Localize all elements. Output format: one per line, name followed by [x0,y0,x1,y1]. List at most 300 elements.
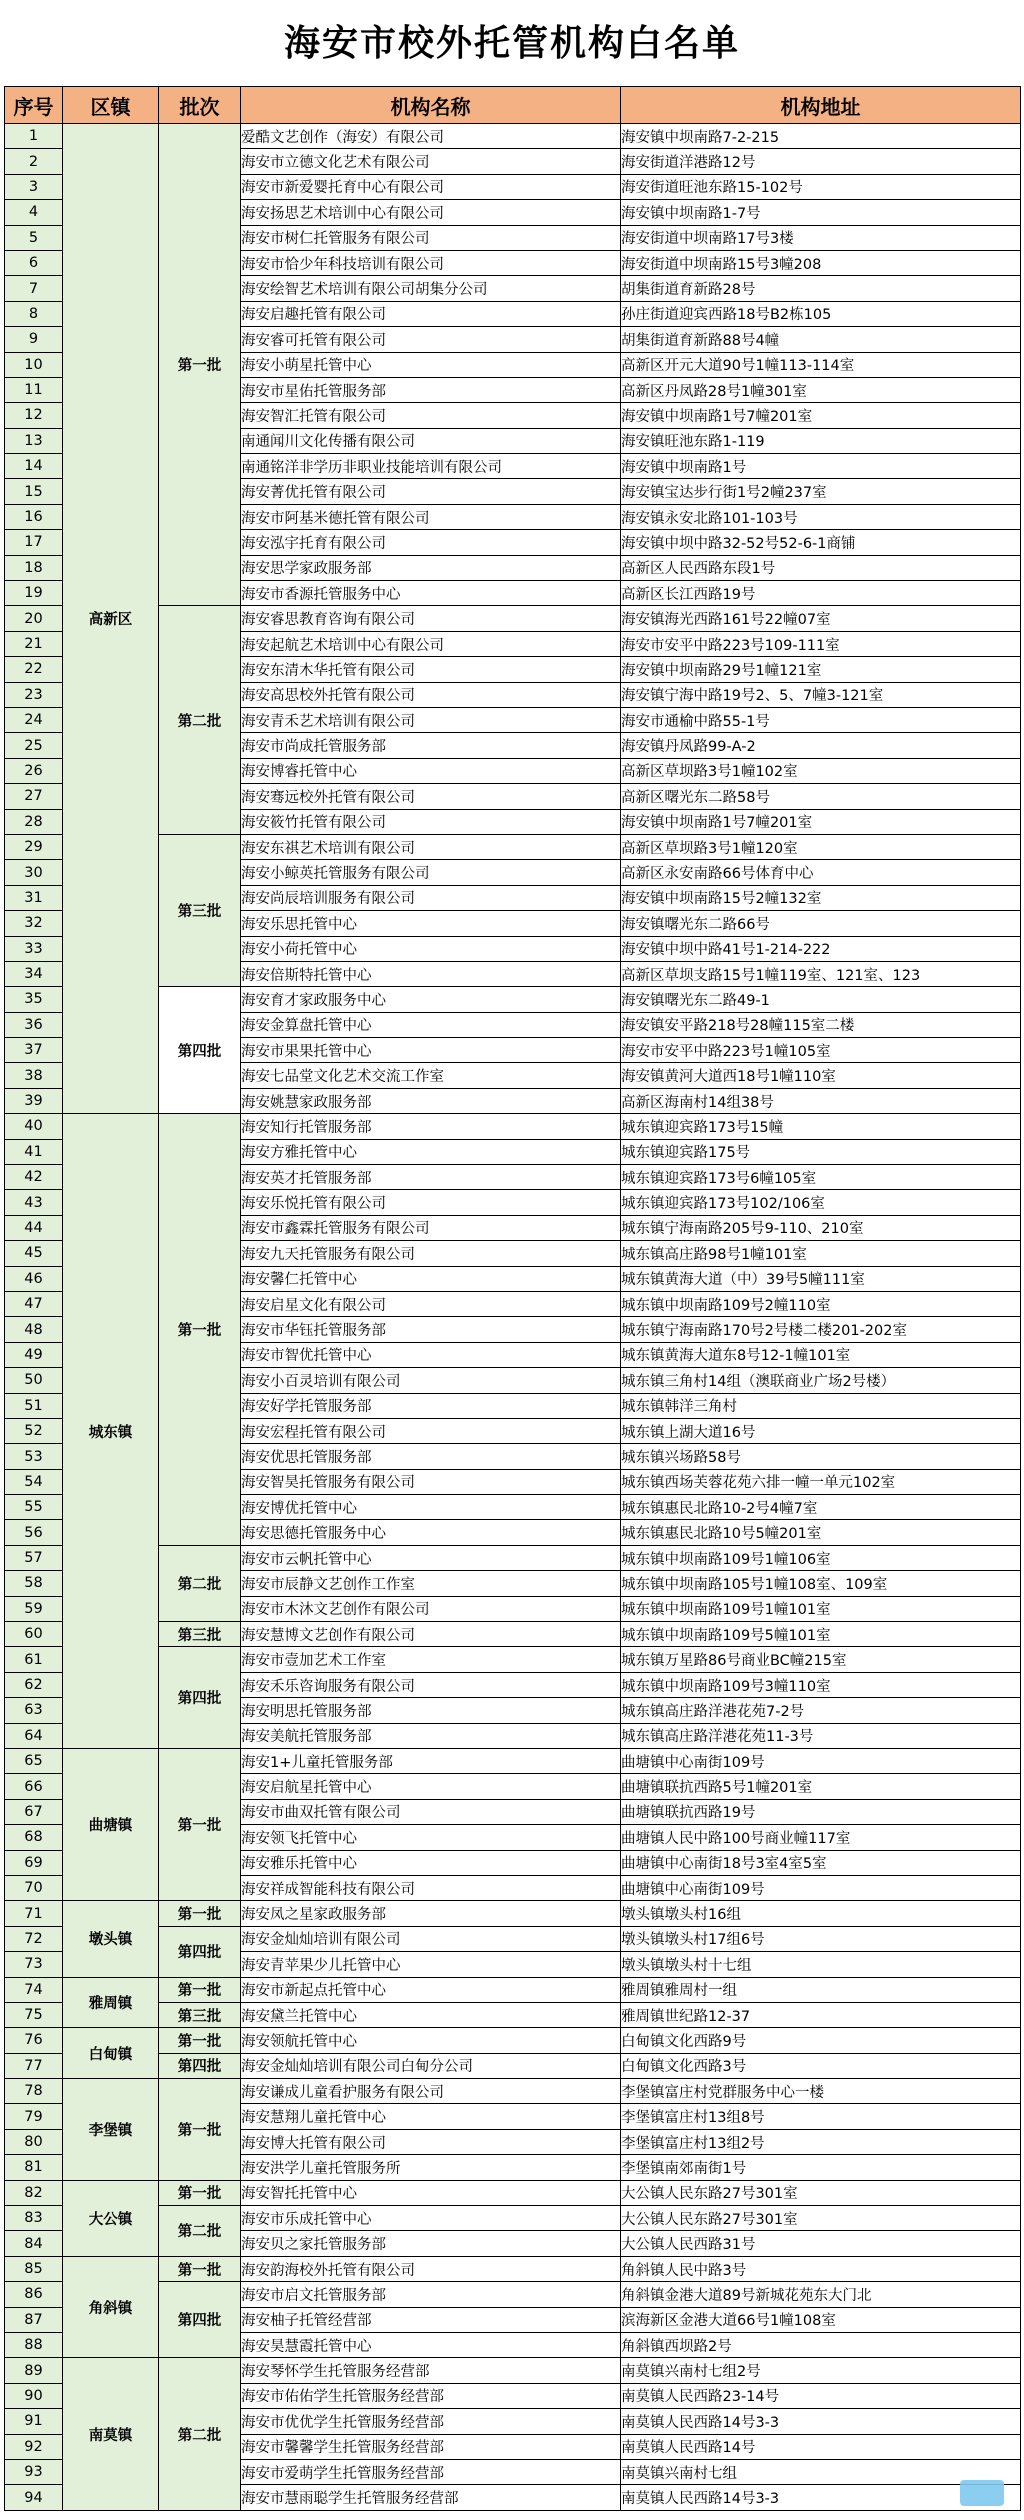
org-address: 大公镇人民东路27号301室 [621,2180,1021,2205]
org-name: 海安泓宇托育有限公司 [241,530,621,555]
row-number: 94 [5,2485,63,2510]
row-number: 60 [5,1622,63,1647]
org-address: 高新区人民西路东段1号 [621,555,1021,580]
row-number: 1 [5,124,63,149]
page-title: 海安市校外托管机构白名单 [283,22,740,64]
org-name: 海安昊慧霞托管中心 [241,2332,621,2357]
row-number: 81 [5,2155,63,2180]
org-address: 墩头镇墩头村17组6号 [621,1926,1021,1951]
row-number: 7 [5,276,63,301]
org-name: 海安市香源托管服务中心 [241,581,621,606]
org-name: 海安市立德文化艺术有限公司 [241,149,621,174]
row-number: 19 [5,581,63,606]
org-address: 海安镇中坝南路1号 [621,454,1021,479]
org-address: 城东镇中坝南路109号3幢110室 [621,1672,1021,1697]
org-address: 曲塘镇人民中路100号商业幢117室 [621,1825,1021,1850]
org-address: 海安镇曙光东二路66号 [621,911,1021,936]
org-address: 高新区海南村14组38号 [621,1088,1021,1113]
row-number: 68 [5,1825,63,1850]
row-number: 83 [5,2206,63,2231]
org-address: 海安街道中坝南路15号3幢208 [621,250,1021,275]
row-number: 51 [5,1393,63,1418]
row-number: 16 [5,504,63,529]
table-row [5,1114,1021,1139]
row-number: 33 [5,936,63,961]
org-address: 高新区曙光东二路58号 [621,784,1021,809]
row-number: 79 [5,2104,63,2129]
org-name: 海安凤之星家政服务部 [241,1901,621,1926]
org-address: 城东镇中坝南路109号5幢101室 [621,1622,1021,1647]
row-number: 29 [5,834,63,859]
row-number: 25 [5,733,63,758]
row-number: 63 [5,1698,63,1723]
org-name: 海安领航托管中心 [241,2028,621,2053]
org-name: 海安领飞托管中心 [241,1825,621,1850]
table-row [5,1977,1021,2002]
table-body [5,124,1021,2511]
row-number: 45 [5,1241,63,1266]
org-name: 海安市星佑托管服务部 [241,377,621,402]
org-address: 大公镇人民西路31号 [621,2231,1021,2256]
org-name: 海安智托托管中心 [241,2180,621,2205]
row-number: 73 [5,1952,63,1977]
row-number: 31 [5,885,63,910]
org-address: 白甸镇文化西路3号 [621,2053,1021,2078]
batch-cell: 第四批 [159,2282,241,2358]
row-number: 57 [5,1545,63,1570]
district-cell: 曲塘镇 [63,1749,159,1901]
row-number: 10 [5,352,63,377]
org-name: 海安金灿灿培训有限公司白甸分公司 [241,2053,621,2078]
org-name: 海安市鑫霖托管服务有限公司 [241,1215,621,1240]
org-name: 海安博睿托管中心 [241,758,621,783]
org-name: 海安筱竹托管有限公司 [241,809,621,834]
row-number: 15 [5,479,63,504]
table-row [5,2358,1021,2383]
org-name: 海安骞远校外托管有限公司 [241,784,621,809]
org-address: 海安镇中坝南路1-7号 [621,200,1021,225]
table-row [5,1749,1021,1774]
org-name: 海安好学托管服务部 [241,1393,621,1418]
row-number: 50 [5,1368,63,1393]
row-number: 58 [5,1571,63,1596]
org-address: 海安街道中坝南路17号3楼 [621,225,1021,250]
org-address: 胡集街道育新路88号4幢 [621,327,1021,352]
org-name: 海安美航托管服务部 [241,1723,621,1748]
row-number: 62 [5,1672,63,1697]
org-name: 海安智汇托管有限公司 [241,403,621,428]
row-number: 80 [5,2129,63,2154]
org-address: 海安镇丹凤路99-A-2 [621,733,1021,758]
org-address: 海安市安平中路223号109-111室 [621,631,1021,656]
org-name: 海安知行托管服务部 [241,1114,621,1139]
batch-cell: 第四批 [159,2053,241,2078]
org-name: 海安市华钰托管服务部 [241,1317,621,1342]
org-address: 海安镇宁海中路19号2、5、7幢3-121室 [621,682,1021,707]
row-number: 93 [5,2459,63,2484]
org-address: 城东镇高庄路洋港花苑7-2号 [621,1698,1021,1723]
org-address: 高新区丹凤路28号1幢301室 [621,377,1021,402]
row-number: 85 [5,2256,63,2281]
batch-cell: 第一批 [159,1977,241,2002]
row-number: 30 [5,860,63,885]
org-name: 海安小萌星托管中心 [241,352,621,377]
row-number: 70 [5,1875,63,1900]
org-name: 海安启星文化有限公司 [241,1291,621,1316]
org-name: 海安明思托管服务部 [241,1698,621,1723]
row-number: 91 [5,2409,63,2434]
org-name: 海安九天托管服务有限公司 [241,1241,621,1266]
org-address: 南莫镇人民西路14号3-3 [621,2409,1021,2434]
row-number: 46 [5,1266,63,1291]
row-number: 61 [5,1647,63,1672]
org-name: 海安韵海校外托管有限公司 [241,2256,621,2281]
org-name: 海安市慧雨聪学生托管服务经营部 [241,2485,621,2510]
org-address: 城东镇兴场路58号 [621,1444,1021,1469]
org-address: 城东镇宁海南路205号9-110、210室 [621,1215,1021,1240]
row-number: 8 [5,301,63,326]
row-number: 4 [5,200,63,225]
batch-cell: 第一批 [159,2256,241,2281]
header-seq: 序号 [5,87,63,124]
row-number: 20 [5,606,63,631]
org-name: 南通闻川文化传播有限公司 [241,428,621,453]
org-address: 南莫镇人民西路23-14号 [621,2383,1021,2408]
row-number: 11 [5,377,63,402]
org-address: 角斜镇金港大道89号新城花苑东大门北 [621,2282,1021,2307]
org-name: 海安市曲双托管有限公司 [241,1799,621,1824]
org-address: 曲塘镇联抗西路5号1幢201室 [621,1774,1021,1799]
org-address: 滨海新区金港大道66号1幢108室 [621,2307,1021,2332]
org-name: 海安青苹果少儿托管中心 [241,1952,621,1977]
org-address: 海安镇宝达步行街1号2幢237室 [621,479,1021,504]
row-number: 64 [5,1723,63,1748]
org-name: 海安绘智艺术培训有限公司胡集分公司 [241,276,621,301]
org-name: 海安小荷托管中心 [241,936,621,961]
table-row [5,124,1021,149]
org-address: 高新区草坝路3号1幢102室 [621,758,1021,783]
org-name: 海安市智优托管中心 [241,1342,621,1367]
batch-cell: 第三批 [159,2002,241,2027]
org-name: 海安禾乐咨询服务有限公司 [241,1672,621,1697]
org-address: 海安镇永安北路101-103号 [621,504,1021,529]
org-name: 海安市木沐文艺创作有限公司 [241,1596,621,1621]
org-name: 海安睿思教育咨询有限公司 [241,606,621,631]
row-number: 36 [5,1012,63,1037]
row-number: 87 [5,2307,63,2332]
org-address: 海安街道旺池东路15-102号 [621,174,1021,199]
row-number: 84 [5,2231,63,2256]
org-name: 海安乐思托管中心 [241,911,621,936]
row-number: 21 [5,631,63,656]
row-number: 55 [5,1495,63,1520]
org-address: 城东镇中坝南路105号1幢108室、109室 [621,1571,1021,1596]
org-name: 海安启趣托管有限公司 [241,301,621,326]
row-number: 44 [5,1215,63,1240]
row-number: 90 [5,2383,63,2408]
org-address: 白甸镇文化西路9号 [621,2028,1021,2053]
row-number: 37 [5,1038,63,1063]
org-name: 海安七品堂文化艺术交流工作室 [241,1063,621,1088]
org-address: 海安镇旺池东路1-119 [621,428,1021,453]
org-address: 城东镇黄海大道（中）39号5幢111室 [621,1266,1021,1291]
row-number: 3 [5,174,63,199]
org-name: 海安1+儿童托管服务部 [241,1749,621,1774]
org-name: 海安东祺艺术培训有限公司 [241,834,621,859]
org-address: 海安镇安平路218号28幢115室二楼 [621,1012,1021,1037]
org-name: 海安市恰少年科技培训有限公司 [241,250,621,275]
whitelist-table [4,86,1021,2511]
row-number: 5 [5,225,63,250]
org-address: 高新区草坝路3号1幢120室 [621,834,1021,859]
org-address: 海安镇中坝南路7-2-215 [621,124,1021,149]
org-name: 海安市阿基米德托管有限公司 [241,504,621,529]
org-address: 墩头镇墩头村16组 [621,1901,1021,1926]
table-row [5,1901,1021,1926]
org-address: 雅周镇世纪路12-37 [621,2002,1021,2027]
org-address: 城东镇万星路86号商业BC幢215室 [621,1647,1021,1672]
org-address: 李堡镇富庄村13组8号 [621,2104,1021,2129]
org-address: 曲塘镇中心南街109号 [621,1875,1021,1900]
batch-cell: 第一批 [159,1901,241,1926]
row-number: 34 [5,961,63,986]
row-number: 66 [5,1774,63,1799]
district-cell: 城东镇 [63,1114,159,1749]
org-address: 李堡镇富庄村13组2号 [621,2129,1021,2154]
org-name: 海安慧博文艺创作有限公司 [241,1622,621,1647]
org-address: 城东镇迎宾路173号6幢105室 [621,1165,1021,1190]
org-address: 海安镇中坝南路15号2幢132室 [621,885,1021,910]
org-address: 角斜镇西坝路2号 [621,2332,1021,2357]
row-number: 12 [5,403,63,428]
org-address: 李堡镇南郊南街1号 [621,2155,1021,2180]
org-address: 城东镇迎宾路175号 [621,1139,1021,1164]
district-cell: 白甸镇 [63,2028,159,2079]
row-number: 47 [5,1291,63,1316]
org-address: 海安镇中坝南路1号7幢201室 [621,809,1021,834]
org-address: 海安镇中坝中路41号1-214-222 [621,936,1021,961]
org-address: 海安镇中坝中路32-52号52-6-1商铺 [621,530,1021,555]
org-address: 大公镇人民东路27号301室 [621,2206,1021,2231]
org-name: 海安贝之家托管服务部 [241,2231,621,2256]
batch-cell: 第三批 [159,834,241,986]
batch-cell: 第二批 [159,2358,241,2510]
batch-cell: 第一批 [159,2028,241,2053]
org-name: 海安谦成儿童看护服务有限公司 [241,2079,621,2104]
org-name: 海安尚辰培训服务有限公司 [241,885,621,910]
org-name: 海安姚慧家政服务部 [241,1088,621,1113]
org-address: 城东镇惠民北路10-2号4幢7室 [621,1495,1021,1520]
row-number: 71 [5,1901,63,1926]
org-name: 海安市辰静文艺创作工作室 [241,1571,621,1596]
batch-cell: 第二批 [159,2206,241,2257]
org-name: 南通铭洋非学历非职业技能培训有限公司 [241,454,621,479]
row-number: 2 [5,149,63,174]
org-address: 城东镇西场芙蓉花苑六排一幢一单元102室 [621,1469,1021,1494]
org-name: 海安洪学儿童托管服务所 [241,2155,621,2180]
org-name: 海安市爱萌学生托管服务经营部 [241,2459,621,2484]
org-name: 海安市启文托管服务部 [241,2282,621,2307]
org-name: 海安市乐成托管中心 [241,2206,621,2231]
org-name: 海安博大托管有限公司 [241,2129,621,2154]
org-address: 城东镇高庄路洋港花苑11-3号 [621,1723,1021,1748]
org-name: 海安倍斯特托管中心 [241,961,621,986]
org-address: 曲塘镇中心南街109号 [621,1749,1021,1774]
row-number: 52 [5,1418,63,1443]
org-name: 海安菁优托管有限公司 [241,479,621,504]
row-number: 65 [5,1749,63,1774]
org-address: 海安市通榆中路55-1号 [621,707,1021,732]
org-address: 角斜镇人民中路3号 [621,2256,1021,2281]
org-name: 海安市佑佑学生托管服务经营部 [241,2383,621,2408]
batch-cell: 第一批 [159,124,241,606]
org-name: 海安扬思艺术培训中心有限公司 [241,200,621,225]
row-number: 39 [5,1088,63,1113]
row-number: 22 [5,657,63,682]
org-name: 海安东清木华托管有限公司 [241,657,621,682]
batch-cell: 第四批 [159,1926,241,1977]
org-name: 海安市尚成托管服务部 [241,733,621,758]
org-name: 海安优思托管服务部 [241,1444,621,1469]
org-name: 海安青禾艺术培训有限公司 [241,707,621,732]
row-number: 23 [5,682,63,707]
org-name: 海安智昊托管服务有限公司 [241,1469,621,1494]
district-cell: 墩头镇 [63,1901,159,1977]
org-address: 曲塘镇联抗西路19号 [621,1799,1021,1824]
row-number: 6 [5,250,63,275]
district-cell: 南莫镇 [63,2358,159,2510]
org-address: 城东镇迎宾路173号15幢 [621,1114,1021,1139]
org-name: 海安育才家政服务中心 [241,987,621,1012]
org-name: 海安市果果托管中心 [241,1038,621,1063]
org-address: 高新区开元大道90号1幢113-114室 [621,352,1021,377]
batch-cell: 第二批 [159,1545,241,1621]
org-name: 海安黛兰托管中心 [241,2002,621,2027]
header-batch: 批次 [159,87,241,124]
org-address: 孙庄街道迎宾西路18号B2栋105 [621,301,1021,326]
org-name: 海安起航艺术培训中心有限公司 [241,631,621,656]
org-address: 城东镇高庄路98号1幢101室 [621,1241,1021,1266]
row-number: 40 [5,1114,63,1139]
org-address: 南莫镇兴南村七组2号 [621,2358,1021,2383]
org-name: 海安柚子托管经营部 [241,2307,621,2332]
row-number: 74 [5,1977,63,2002]
row-number: 72 [5,1926,63,1951]
org-name: 海安乐悦托管有限公司 [241,1190,621,1215]
org-address: 海安市安平中路223号1幢105室 [621,1038,1021,1063]
org-name: 海安慧翔儿童托管中心 [241,2104,621,2129]
header-org-address: 机构地址 [621,87,1021,124]
district-cell: 大公镇 [63,2180,159,2256]
org-address: 雅周镇雅周村一组 [621,1977,1021,2002]
org-name: 海安市树仁托管服务有限公司 [241,225,621,250]
org-name: 海安宏程托管有限公司 [241,1418,621,1443]
org-name: 爱酷文艺创作（海安）有限公司 [241,124,621,149]
row-number: 88 [5,2332,63,2357]
row-number: 69 [5,1850,63,1875]
row-number: 35 [5,987,63,1012]
district-cell: 高新区 [63,124,159,1114]
table-row [5,2256,1021,2281]
row-number: 54 [5,1469,63,1494]
row-number: 78 [5,2079,63,2104]
row-number: 92 [5,2434,63,2459]
row-number: 18 [5,555,63,580]
org-address: 海安镇中坝南路29号1幢121室 [621,657,1021,682]
org-address: 城东镇惠民北路10号5幢201室 [621,1520,1021,1545]
org-name: 海安金灿灿培训有限公司 [241,1926,621,1951]
row-number: 49 [5,1342,63,1367]
org-name: 海安方雅托管中心 [241,1139,621,1164]
row-number: 38 [5,1063,63,1088]
row-number: 67 [5,1799,63,1824]
row-number: 14 [5,454,63,479]
row-number: 26 [5,758,63,783]
org-address: 李堡镇富庄村党群服务中心一楼 [621,2079,1021,2104]
batch-cell: 第一批 [159,1749,241,1901]
table-header-row [5,87,1021,124]
org-name: 海安金算盘托管中心 [241,1012,621,1037]
org-name: 海安市壹加艺术工作室 [241,1647,621,1672]
org-address: 高新区永安南路66号体育中心 [621,860,1021,885]
org-address: 海安镇海光西路161号22幢07室 [621,606,1021,631]
row-number: 82 [5,2180,63,2205]
batch-cell: 第一批 [159,2079,241,2181]
org-address: 南莫镇人民西路14号 [621,2434,1021,2459]
row-number: 13 [5,428,63,453]
org-name: 海安小百灵培训有限公司 [241,1368,621,1393]
row-number: 32 [5,911,63,936]
district-cell: 角斜镇 [63,2256,159,2358]
table-row [5,2180,1021,2205]
row-number: 17 [5,530,63,555]
org-name: 海安思学家政服务部 [241,555,621,580]
row-number: 27 [5,784,63,809]
org-name: 海安市新爱婴托育中心有限公司 [241,174,621,199]
org-name: 海安英才托管服务部 [241,1165,621,1190]
org-address: 城东镇上湖大道16号 [621,1418,1021,1443]
row-number: 86 [5,2282,63,2307]
org-name: 海安市新起点托管中心 [241,1977,621,2002]
batch-cell: 第一批 [159,1114,241,1546]
row-number: 9 [5,327,63,352]
org-address: 南莫镇兴南村七组 [621,2459,1021,2484]
batch-cell: 第一批 [159,2180,241,2205]
header-district: 区镇 [63,87,159,124]
org-address: 海安镇黄河大道西18号1幢110室 [621,1063,1021,1088]
watermark-logo [960,2480,1004,2506]
org-name: 海安博优托管中心 [241,1495,621,1520]
org-name: 海安思德托管服务中心 [241,1520,621,1545]
org-name: 海安小鲸英托管服务有限公司 [241,860,621,885]
row-number: 48 [5,1317,63,1342]
row-number: 42 [5,1165,63,1190]
org-name: 海安市云帆托管中心 [241,1545,621,1570]
org-address: 城东镇中坝南路109号1幢101室 [621,1596,1021,1621]
org-address: 城东镇宁海南路170号2号楼二楼201-202室 [621,1317,1021,1342]
org-address: 海安镇曙光东二路49-1 [621,987,1021,1012]
org-address: 城东镇迎宾路173号102/106室 [621,1190,1021,1215]
org-name: 海安市优优学生托管服务经营部 [241,2409,621,2434]
org-name: 海安祥成智能科技有限公司 [241,1875,621,1900]
org-address: 南莫镇人民西路14号3-3 [621,2485,1021,2510]
batch-cell: 第四批 [159,987,241,1114]
org-address: 城东镇韩洋三角村 [621,1393,1021,1418]
row-number: 56 [5,1520,63,1545]
org-address: 墩头镇墩头村十七组 [621,1952,1021,1977]
row-number: 24 [5,707,63,732]
row-number: 75 [5,2002,63,2027]
